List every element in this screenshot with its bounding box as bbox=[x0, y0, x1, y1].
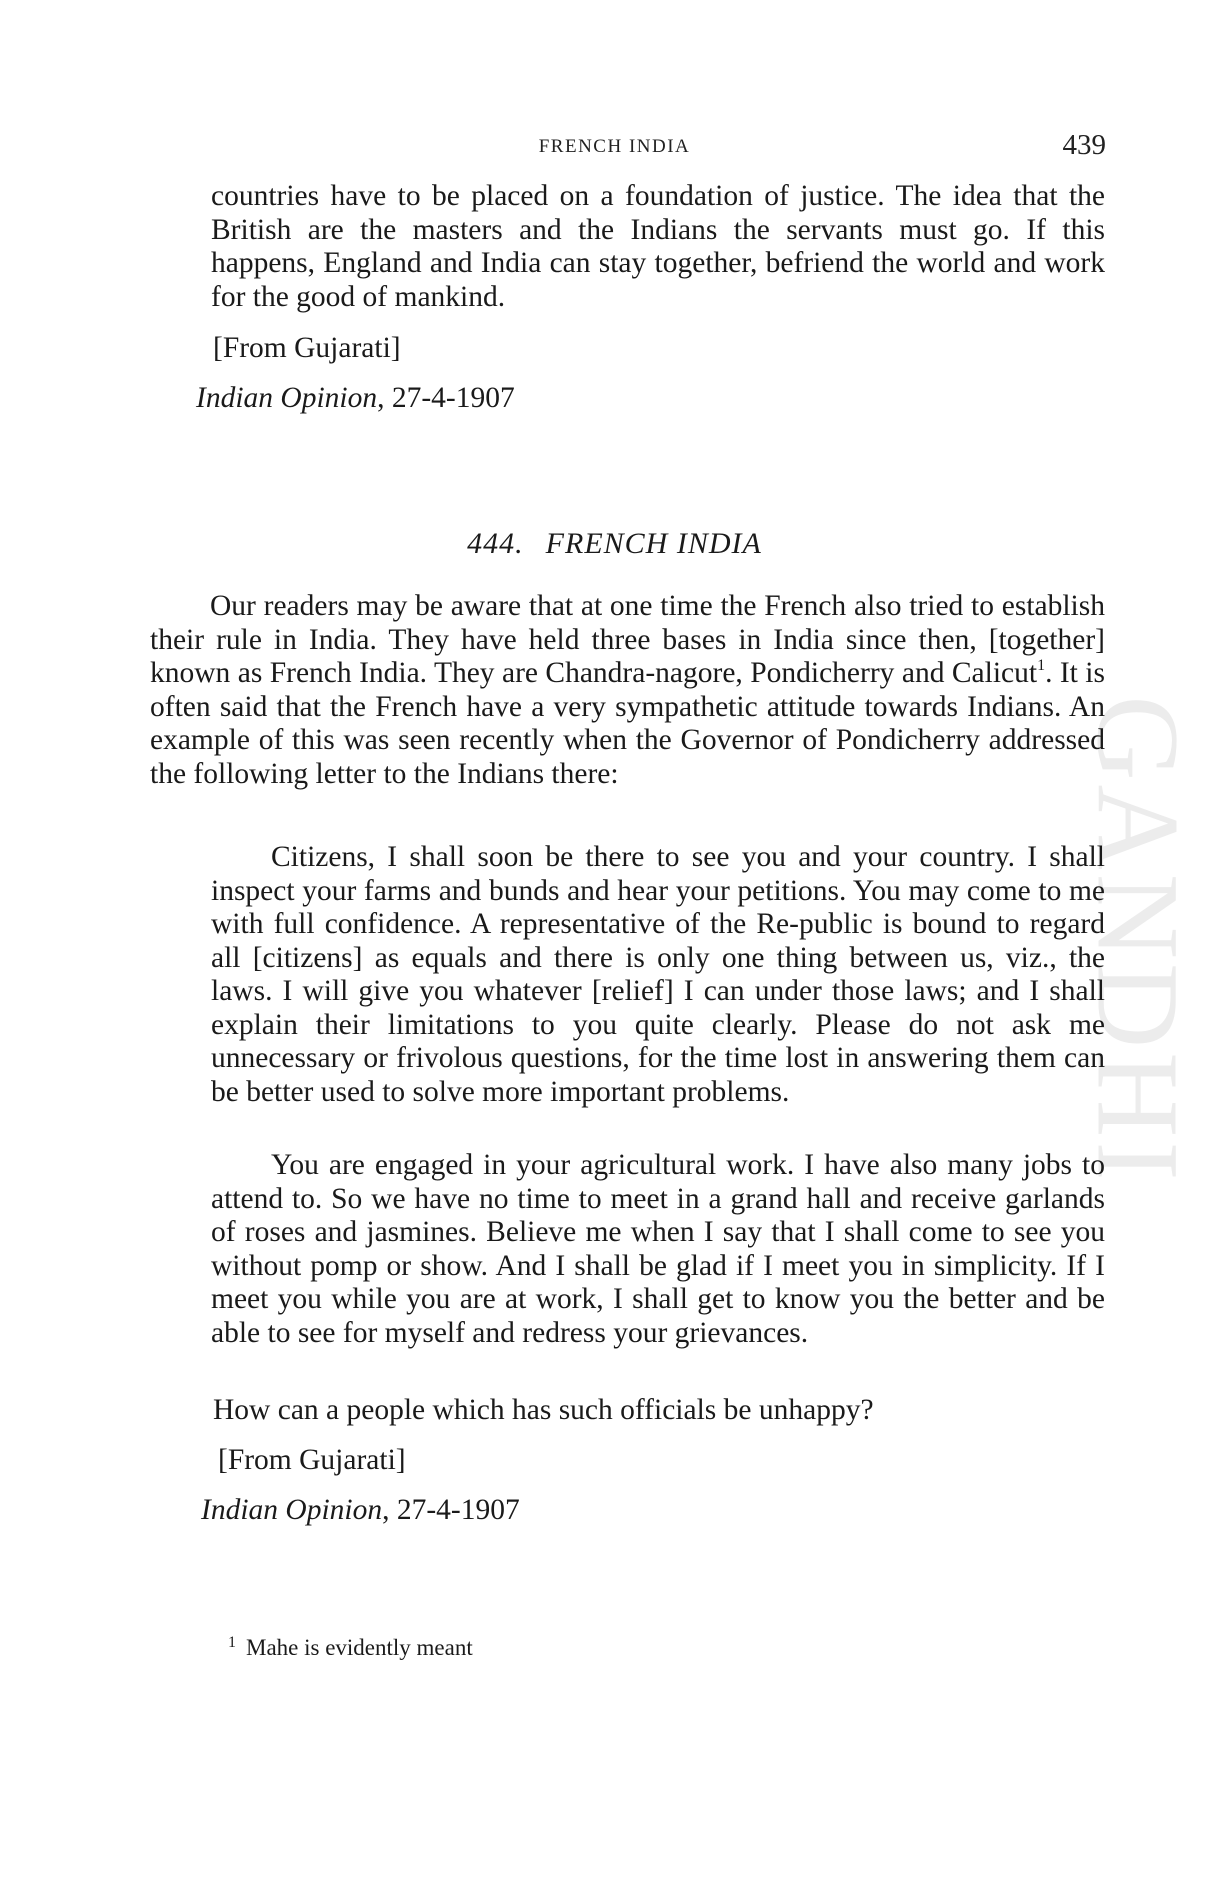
prev-citation-publication: Indian Opinion bbox=[196, 382, 378, 414]
prev-citation-date: , 27-4-1907 bbox=[377, 382, 515, 414]
prev-citation bbox=[196, 382, 515, 415]
prev-article-paragraph: countries have to be placed on a foundation of justice. The idea that the British are the masters and the Indians the servants must go. If this happens, England and India can stay together, befriend the world and work for the good of mankind. bbox=[211, 180, 1105, 313]
article-citation bbox=[201, 1494, 520, 1527]
article-number: 444. bbox=[467, 527, 524, 560]
footnote-text: Mahe is evidently meant bbox=[246, 1635, 473, 1660]
article-heading bbox=[0, 527, 1229, 561]
article-intro-paragraph bbox=[150, 590, 1105, 791]
intro-text-part1: Our readers may be aware that at one time the French also tried to establish their rule in India. They have held three bases in India since then, [together] known as French India. They are Chandra-nagore, Pondicherry and Calicut bbox=[150, 590, 1105, 689]
prev-source-note: [From Gujarati] bbox=[213, 332, 401, 364]
letter-paragraph-2: You are engaged in your agricultural work. I have also many jobs to attend to. So we have no time to meet in a grand hall and receive garlands of roses and jasmines. Believe me when I say that I shall come to see you without pomp or show. And I shall be glad if I meet you in simplicity. If I meet you while you are at work, I shall get to know you the better and be able to see for myself and redress your grievances. bbox=[211, 1149, 1105, 1349]
footnote-reference: 1 bbox=[1037, 657, 1046, 674]
article-source-note: [From Gujarati] bbox=[218, 1444, 406, 1476]
article-citation-date: , 27-4-1907 bbox=[382, 1494, 520, 1526]
watermark-text: GANDHI bbox=[1073, 695, 1204, 1185]
article-citation-publication: Indian Opinion bbox=[201, 1494, 383, 1526]
page-number: 439 bbox=[1062, 129, 1106, 161]
footnote-mark: 1 bbox=[228, 1634, 236, 1651]
footnote bbox=[228, 1634, 473, 1661]
letter-paragraph-1: Citizens, I shall soon be there to see you and your country. I shall inspect your farms and bunds and hear your petitions. You may come to me with full confidence. A representative of the Re-public is bound to regard all [citizens] as equals and there is only one thing between us, viz., the laws. I will give you whatever [relief] I can under those laws; and I shall explain their limitations to you quite clearly. Please do not ask me unnecessary or frivolous questions, for the time lost in answering them can be better used to solve more important problems. bbox=[211, 841, 1105, 1108]
closing-remark: How can a people which has such officials be unhappy? bbox=[213, 1394, 874, 1426]
article-title: FRENCH INDIA bbox=[545, 527, 762, 560]
running-title: FRENCH INDIA bbox=[538, 136, 691, 157]
intro-text-part2: . It is often said that the French have a very sympathetic attitude towards Indians. An example of this was seen recently when the Governor of Pondicherry addressed the following letter to the Indians there: bbox=[150, 657, 1105, 790]
